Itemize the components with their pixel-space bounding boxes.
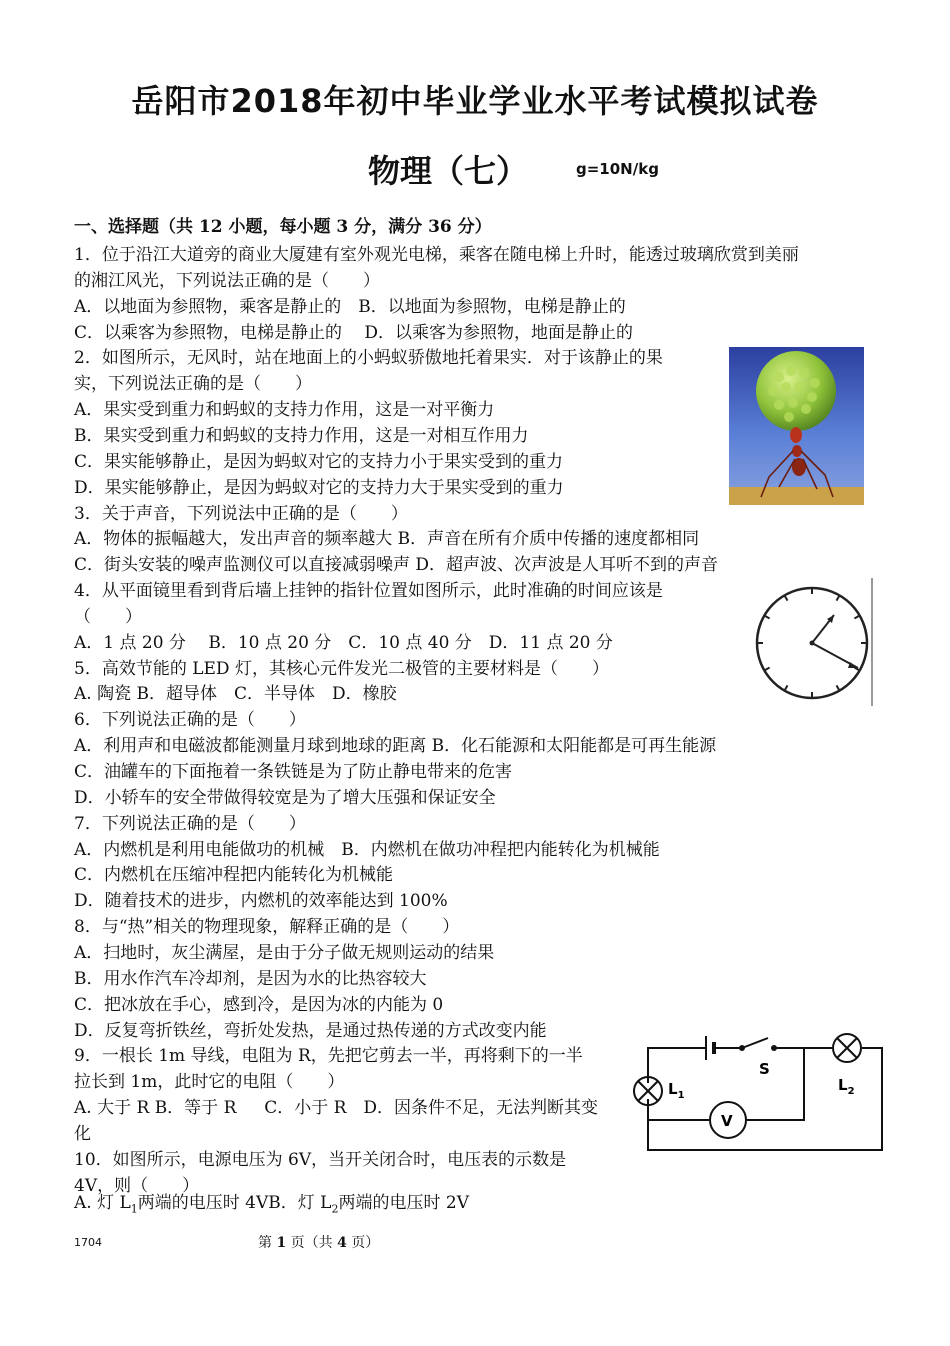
clock-tick bbox=[854, 616, 859, 619]
question-line: 拉长到 1m，此时它的电阻（ ） bbox=[74, 1072, 345, 1092]
question-line: 6．下列说法正确的是（ ） bbox=[74, 710, 306, 730]
switch-label: S bbox=[759, 1060, 770, 1078]
question-line: B．果实受到重力和蚂蚁的支持力作用，这是一对相互作用力 bbox=[74, 426, 529, 446]
question-line: A．利用声和电磁波都能测量月球到地球的距离 B．化石能源和太阳能都是可再生能源 bbox=[74, 736, 717, 756]
question-line: D．果实能够静止，是因为蚂蚁对它的支持力大于果实受到的重力 bbox=[74, 478, 564, 498]
question-line: A．果实受到重力和蚂蚁的支持力作用，这是一对平衡力 bbox=[74, 400, 495, 420]
question-line: 2．如图所示，无风时，站在地面上的小蚂蚁骄傲地托着果实．对于该静止的果 bbox=[74, 348, 663, 368]
lamp1-label: $L_1$ bbox=[668, 1080, 685, 1101]
question-line: A．1 点 20 分 B．10 点 20 分 C．10 点 40 分 D．11 点 20 分 bbox=[74, 633, 613, 653]
question-line: 8．与“热”相关的物理现象，解释正确的是（ ） bbox=[74, 917, 460, 937]
circuit-figure bbox=[628, 1030, 888, 1170]
clock-tick bbox=[764, 668, 769, 671]
question-line: C．油罐车的下面拖着一条铁链是为了防止静电带来的危害 bbox=[74, 762, 513, 782]
footer-page: 第 1 页（共 4 页） bbox=[258, 1235, 380, 1251]
section-heading: 一、选择题（共 12 小题，每小题 3 分，满分 36 分） bbox=[74, 217, 492, 237]
clock-tick bbox=[837, 685, 840, 690]
question-line: 实，下列说法正确的是（ ） bbox=[74, 374, 312, 394]
ant-fruit-figure bbox=[729, 347, 864, 505]
lamp2-label: $L_2$ bbox=[838, 1076, 855, 1097]
question-line: 7．下列说法正确的是（ ） bbox=[74, 814, 306, 834]
clock-tick bbox=[785, 685, 788, 690]
exam-title: 岳阳市2018年初中毕业学业水平考试模拟试卷 bbox=[131, 82, 819, 120]
question-line: A. 大于 R B．等于 R C．小于 R D．因条件不足，无法判断其变 bbox=[74, 1098, 599, 1118]
question-line: A．以地面为参照物，乘客是静止的 B．以地面为参照物，电梯是静止的 bbox=[74, 297, 626, 317]
question-line: C．果实能够静止，是因为蚂蚁对它的支持力小于果实受到的重力 bbox=[74, 452, 564, 472]
question-line: 1．位于沿江大道旁的商业大厦建有室外观光电梯，乘客在随电梯上升时，能透过玻璃欣赏到美丽 bbox=[74, 245, 799, 265]
clock-tick bbox=[764, 616, 769, 619]
question-line: 3．关于声音，下列说法中正确的是（ ） bbox=[74, 504, 408, 524]
question-line: A. 陶瓷 B．超导体 C．半导体 D．橡胶 bbox=[74, 684, 397, 704]
last-line: A. 灯 $L_1$两端的电压时 4VB．灯 $L_2$两端的电压时 2V bbox=[74, 1193, 469, 1216]
footer-code: 1704 bbox=[74, 1236, 102, 1249]
question-line: 4．从平面镜里看到背后墙上挂钟的指针位置如图所示，此时准确的时间应该是 bbox=[74, 581, 663, 601]
exam-subtitle: 物理（七） bbox=[368, 152, 529, 190]
question-line: C．街头安装的噪声监测仪可以直接减弱噪声 D．超声波、次声波是人耳听不到的声音 bbox=[74, 555, 719, 575]
question-line: 9．一根长 1m 导线，电阻为 R，先把它剪去一半，再将剩下的一半 bbox=[74, 1046, 583, 1066]
gravity-constant: g=10N/kg bbox=[576, 160, 659, 178]
question-line: D．小轿车的安全带做得较宽是为了增大压强和保证安全 bbox=[74, 788, 496, 808]
question-line: A．扫地时，灰尘满屋，是由于分子做无规则运动的结果 bbox=[74, 943, 495, 963]
question-line: （ ） bbox=[74, 607, 142, 627]
question-line: 5．高效节能的 LED 灯，其核心元件发光二极管的主要材料是（ ） bbox=[74, 659, 609, 679]
question-line: B．用水作汽车冷却剂，是因为水的比热容较大 bbox=[74, 969, 427, 989]
question-line: 4V，则（ ） bbox=[74, 1176, 200, 1196]
question-line: C．内燃机在压缩冲程把内能转化为机械能 bbox=[74, 865, 394, 885]
question-line: D．反复弯折铁丝，弯折处发热，是通过热传递的方式改变内能 bbox=[74, 1021, 547, 1041]
question-line: 10．如图所示，电源电压为 6V，当开关闭合时，电压表的示数是 bbox=[74, 1150, 567, 1170]
clock-tick bbox=[785, 595, 788, 600]
mirror-clock-figure bbox=[750, 578, 874, 706]
question-line: 的湘江风光，下列说法正确的是（ ） bbox=[74, 271, 380, 291]
question-line: D．随着技术的进步，内燃机的效率能达到 100% bbox=[74, 891, 448, 911]
question-line: 化 bbox=[74, 1124, 91, 1144]
question-line: C．以乘客为参照物，电梯是静止的 D．以乘客为参照物，地面是静止的 bbox=[74, 323, 634, 343]
question-line: A．内燃机是利用电能做功的机械 B．内燃机在做功冲程把内能转化为机械能 bbox=[74, 840, 660, 860]
voltmeter-label: V bbox=[721, 1112, 733, 1130]
clock-tick bbox=[837, 595, 840, 600]
question-line: A．物体的振幅越大，发出声音的频率越大 B．声音在所有介质中传播的速度都相同 bbox=[74, 529, 700, 549]
question-line: C．把冰放在手心，感到冷，是因为冰的内能为 0 bbox=[74, 995, 444, 1015]
